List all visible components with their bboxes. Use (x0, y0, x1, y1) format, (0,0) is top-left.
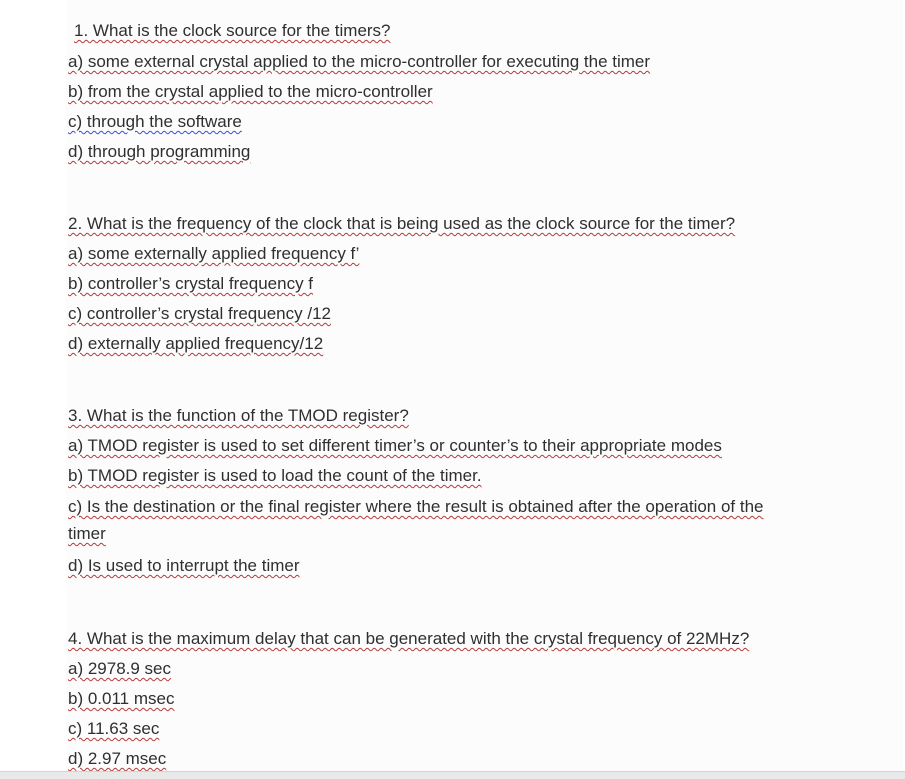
question-3-option-c: c) Is the destination or the final register where the result is obtained after the operation of the timer (68, 497, 764, 543)
question-3-option-a: a) TMOD register is used to set different timer’s or counter’s to their appropriate modes (68, 436, 722, 455)
question-3: 3. What is the function of the TMOD register? (68, 406, 409, 425)
question-1-option-d: d) through programming (68, 142, 251, 161)
question-4-option-c: c) 11.63 sec (68, 719, 160, 738)
question-1-option-b: b) from the crystal applied to the micro-controller (68, 82, 433, 101)
bottom-scroll-edge (0, 771, 905, 779)
question-1: 1. What is the clock source for the timers? (74, 21, 391, 40)
question-2-option-b: b) controller’s crystal frequency f (68, 274, 314, 293)
question-3-option-b: b) TMOD register is used to load the count of the timer. (68, 466, 482, 485)
question-2-option-d: d) externally applied frequency/12 (68, 334, 324, 353)
question-2-option-c: c) controller’s crystal frequency /12 (68, 304, 331, 323)
question-2: 2. What is the frequency of the clock that is being used as the clock source for the timer? (68, 214, 736, 233)
question-1-option-c: c) through the software (68, 112, 242, 131)
question-4: 4. What is the maximum delay that can be generated with the crystal frequency of 22MHz? (68, 629, 750, 648)
question-4-option-a: a) 2978.9 sec (68, 659, 172, 678)
question-3-option-d: d) Is used to interrupt the timer (68, 556, 300, 575)
question-4-option-d: d) 2.97 msec (68, 749, 167, 768)
question-1-option-a: a) some external crystal applied to the micro-controller for executing the timer (68, 52, 651, 71)
question-4-option-b: b) 0.011 msec (68, 689, 175, 708)
question-2-option-a: a) some externally applied frequency f’ (68, 244, 360, 263)
